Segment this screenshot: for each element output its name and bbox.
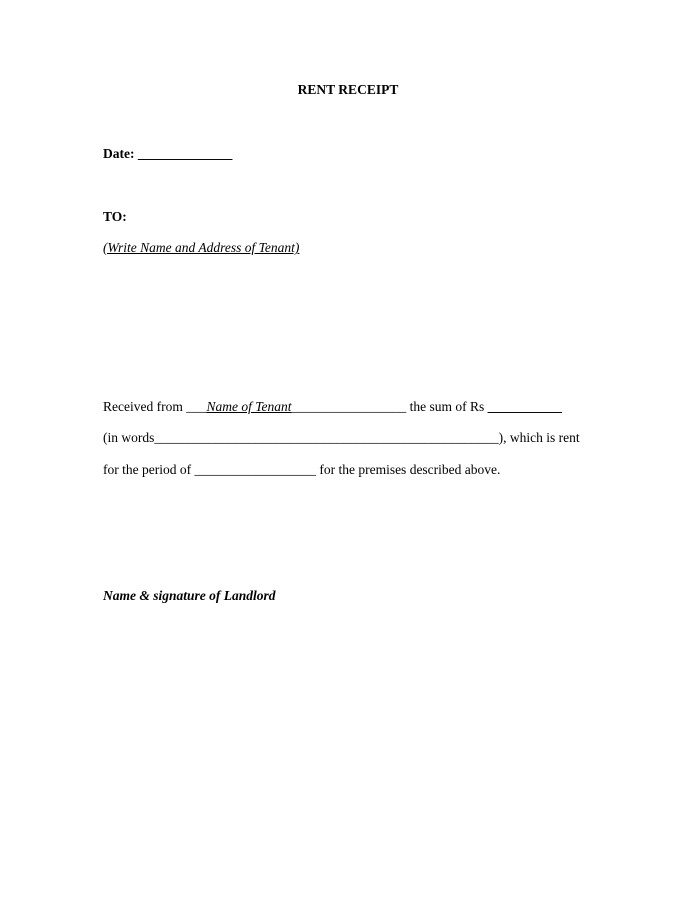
period-line — [103, 462, 500, 478]
received-from-text: Received from — [103, 399, 187, 414]
to-label: TO: — [103, 209, 127, 224]
date-blank: ______________ — [137, 146, 233, 161]
date-label: Date: — [103, 146, 135, 161]
landlord-signature-label: Name & signature of Landlord — [103, 588, 276, 603]
sum-text: the sum of Rs — [406, 399, 488, 414]
received-from-line — [103, 399, 562, 415]
sum-blank: ___________ — [487, 399, 562, 414]
in-words-blank: ___________________________________________________ — [154, 430, 499, 445]
date-line — [103, 146, 232, 162]
premises-text: for the premises described above. — [315, 462, 501, 477]
document-title: RENT RECEIPT — [297, 82, 399, 97]
in-words-text: (in words — [103, 430, 155, 445]
tenant-blank-before: ___ — [186, 399, 207, 414]
period-text: for the period of — [103, 462, 195, 477]
tenant-name-field: Name of Tenant — [206, 399, 292, 414]
tenant-address-placeholder: (Write Name and Address of Tenant) — [103, 240, 300, 255]
rent-suffix-text: ), which is rent — [498, 430, 580, 445]
in-words-line — [103, 430, 580, 446]
period-blank: __________________ — [194, 462, 316, 477]
tenant-blank-after: _________________ — [291, 399, 407, 414]
